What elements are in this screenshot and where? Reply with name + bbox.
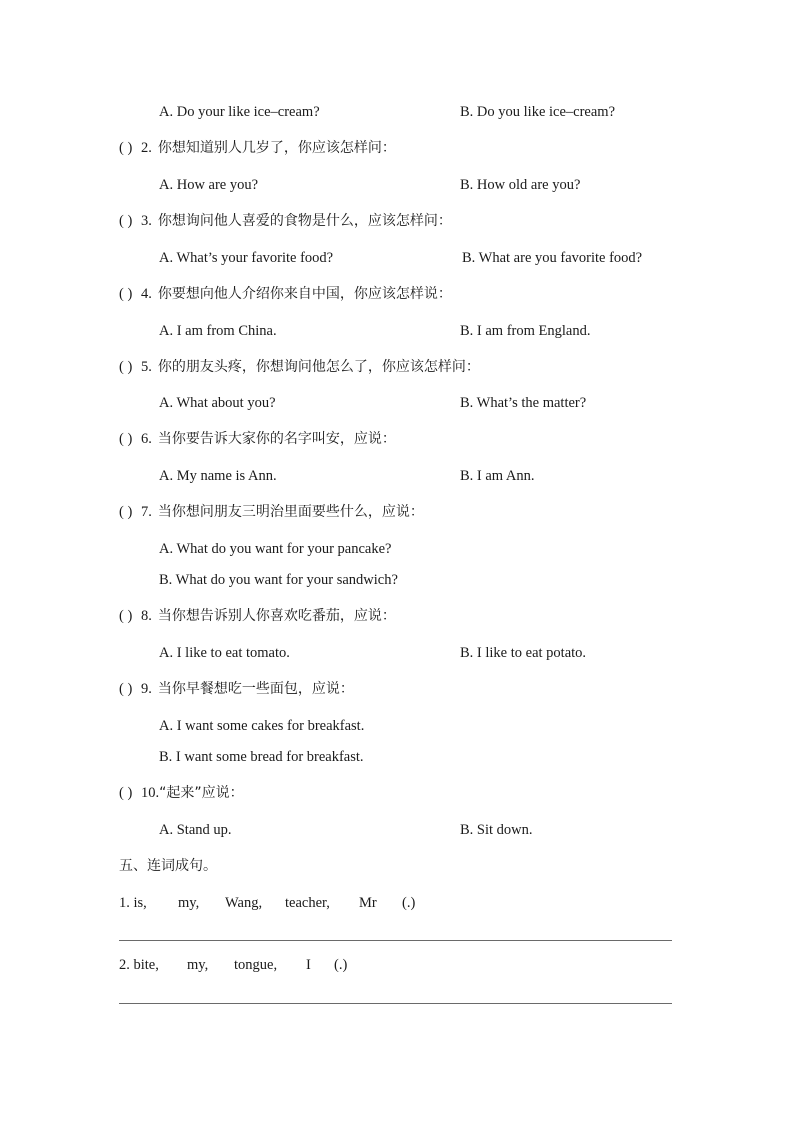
q4-option-b: B. I am from England. — [460, 323, 591, 339]
question-number: 9. — [141, 681, 152, 697]
q9-option-a: A. I want some cakes for breakfast. — [159, 718, 365, 734]
question-2 — [119, 139, 396, 157]
q2-option-b: B. How old are you? — [460, 177, 581, 193]
question-number: 6. — [141, 431, 152, 447]
q6-option-b: B. I am Ann. — [460, 468, 535, 484]
q7-option-b: B. What do you want for your sandwich? — [159, 572, 398, 588]
word: Mr — [359, 895, 377, 911]
word: teacher, — [285, 895, 330, 911]
word: 1. is, — [119, 895, 147, 911]
q8-option-a: A. I like to eat tomato. — [159, 645, 290, 661]
question-number: 5. — [141, 359, 152, 375]
question-prompt: “起来”应说： — [159, 785, 244, 801]
word: my, — [178, 895, 200, 911]
question-prompt: 你要想向他人介绍你来自中国，你应该怎样说： — [157, 286, 452, 302]
q5-option-b: B. What’s the matter? — [460, 395, 587, 411]
answer-line-1[interactable] — [119, 940, 672, 941]
answer-blank[interactable]: ( ) — [119, 213, 133, 229]
answer-blank[interactable]: ( ) — [119, 785, 133, 801]
question-number: 3. — [141, 213, 152, 229]
answer-blank[interactable]: ( ) — [119, 681, 133, 697]
q3-option-a: A. What’s your favorite food? — [159, 250, 334, 266]
q4-option-a: A. I am from China. — [159, 323, 277, 339]
question-number: 7. — [141, 504, 152, 520]
answer-blank[interactable]: ( ) — [119, 140, 133, 156]
question-6 — [119, 430, 396, 448]
q1-option-b: B. Do you like ice–cream? — [460, 104, 616, 120]
question-7 — [119, 503, 424, 521]
question-number: 10. — [141, 785, 160, 801]
question-prompt: 你想知道别人几岁了，你应该怎样问： — [157, 140, 396, 156]
word: (.) — [402, 895, 416, 911]
question-number: 8. — [141, 608, 152, 624]
section-5-title: 五、连词成句。 — [119, 858, 217, 874]
question-number: 4. — [141, 286, 152, 302]
q5-option-a: A. What about you? — [159, 395, 276, 411]
q2-option-a: A. How are you? — [159, 177, 259, 193]
word: my, — [187, 957, 209, 973]
answer-line-2[interactable] — [119, 1003, 672, 1004]
q10-option-b: B. Sit down. — [460, 822, 533, 838]
q1-option-a: A. Do your like ice–cream? — [159, 104, 320, 120]
answer-blank[interactable]: ( ) — [119, 608, 133, 624]
q3-option-b: B. What are you favorite food? — [462, 250, 643, 266]
question-prompt: 当你要告诉大家你的名字叫安，应说： — [157, 431, 396, 447]
question-9 — [119, 680, 354, 698]
sentence-item-2 — [119, 956, 347, 974]
word: 2. bite, — [119, 957, 159, 973]
answer-blank[interactable]: ( ) — [119, 286, 133, 302]
answer-blank[interactable]: ( ) — [119, 359, 133, 375]
answer-blank[interactable]: ( ) — [119, 431, 133, 447]
q7-option-a: A. What do you want for your pancake? — [159, 541, 392, 557]
word: tongue, — [234, 957, 278, 973]
word: I — [306, 957, 311, 973]
question-prompt: 当你早餐想吃一些面包，应说： — [157, 681, 354, 697]
q10-option-a: A. Stand up. — [159, 822, 232, 838]
word: Wang, — [225, 895, 263, 911]
q6-option-a: A. My name is Ann. — [159, 468, 277, 484]
question-prompt: 当你想告诉别人你喜欢吃番茄，应说： — [157, 608, 396, 624]
question-10 — [119, 784, 244, 802]
answer-blank[interactable]: ( ) — [119, 504, 133, 520]
question-number: 2. — [141, 140, 152, 156]
sentence-item-1 — [119, 894, 415, 912]
q8-option-b: B. I like to eat potato. — [460, 645, 587, 661]
question-4 — [119, 285, 452, 303]
question-5 — [119, 358, 480, 376]
question-8 — [119, 607, 396, 625]
word: (.) — [334, 957, 348, 973]
question-prompt: 你的朋友头疼，你想询问他怎么了，你应该怎样问： — [157, 359, 480, 375]
question-prompt: 当你想问朋友三明治里面要些什么，应说： — [157, 504, 424, 520]
q9-option-b: B. I want some bread for breakfast. — [159, 749, 364, 765]
question-prompt: 你想询问他人喜爱的食物是什么，应该怎样问： — [157, 213, 452, 229]
question-3 — [119, 212, 452, 230]
